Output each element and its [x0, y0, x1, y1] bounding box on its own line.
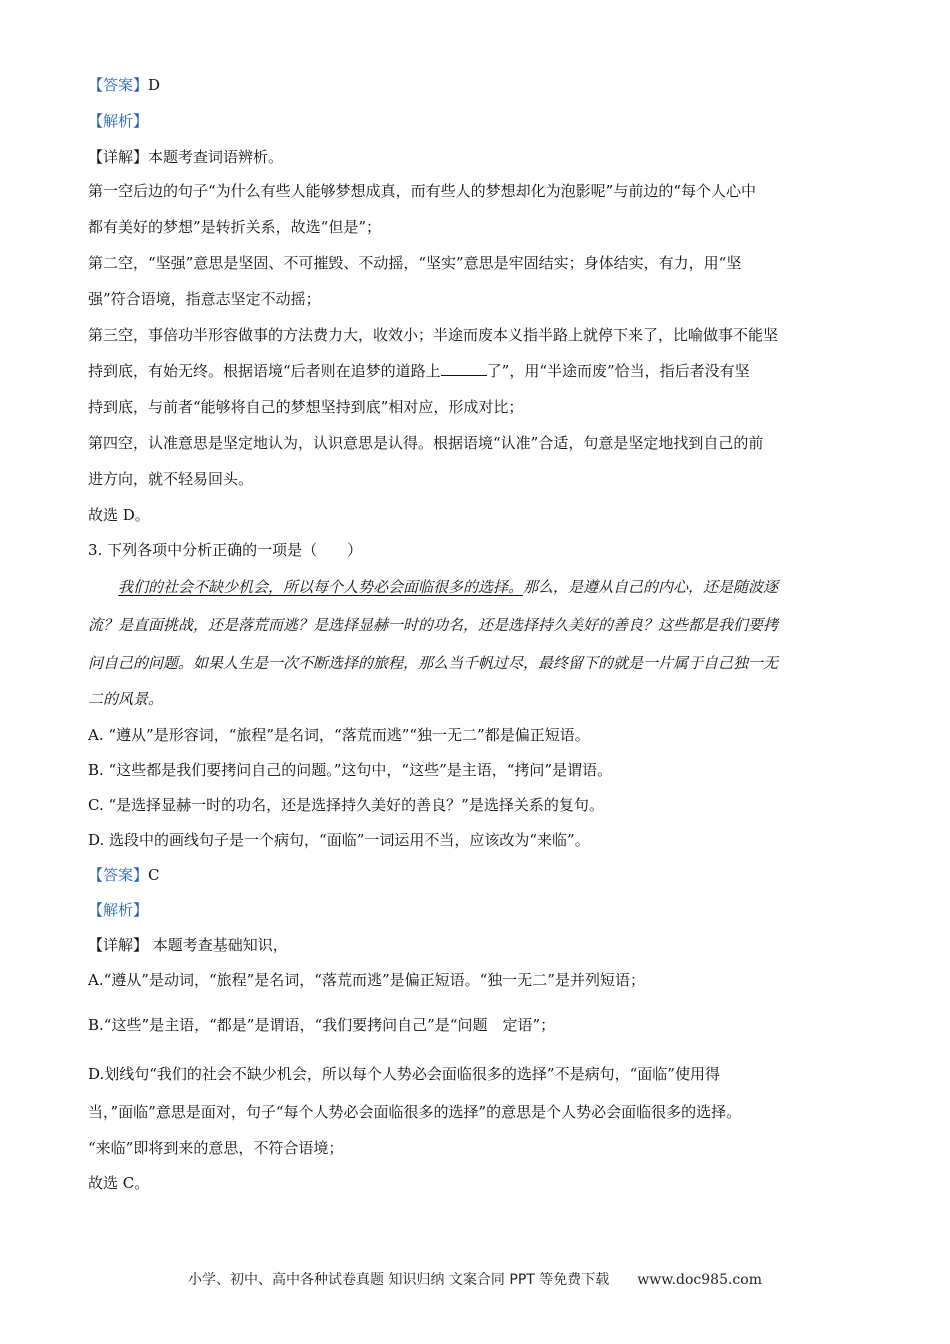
text-segment: ，那么当千帆过尽，最终留下的就是一片属于自己	[403, 654, 734, 672]
detail-tag: 【详解】	[88, 936, 149, 954]
option-c: C. “是选择显赫一时的功名，还是选择持久美好的善良？”是选择关系的复句。	[88, 796, 604, 814]
passage-line	[88, 652, 863, 674]
analysis-tag: 【解析】	[88, 901, 149, 919]
option-a: A. “遵从”是形容词，“旅程”是名词，“落荒而逃”“独一无二”都是偏正短语。	[88, 726, 590, 744]
explain-line: 当，”面临”意思是面对，句子“每个人势必会面临很多的选择”的意思是个人势必会面临很多的选择。	[88, 1103, 742, 1121]
answer-tag: 【答案】	[88, 76, 149, 94]
passage-line	[88, 688, 863, 710]
answer-value: D	[148, 76, 161, 94]
fill-blank	[441, 361, 487, 376]
answer-tag: 【答案】	[88, 866, 149, 884]
dotted-word: 二	[88, 690, 104, 708]
explain-line: A.“遵从”是动词，“旅程”是名词，“落荒而逃”是偏正短语。“独一无二”是并列短语；	[88, 971, 645, 989]
explain-line: D.划线句“我们的社会不缺少机会，所以每个人势必会面临很多的选择”不是病句，“面临”使用得	[88, 1065, 720, 1083]
analysis-tag: 【解析】	[88, 112, 149, 130]
passage-line	[118, 576, 893, 598]
analysis-line	[88, 899, 863, 921]
text-line: 第三空，事倍功半形容做事的方法费力大，收效小；半途而废本义指半路上就停下来了，比喻做事不能坚	[88, 326, 779, 344]
detail-line	[88, 146, 863, 168]
text-segment: 的风景。	[103, 690, 164, 708]
dotted-word: 遵从	[583, 578, 614, 596]
detail-tag: 【详解】	[88, 148, 149, 166]
text-segment: 流？是直面挑战，还是	[88, 616, 239, 634]
page-footer	[0, 1269, 950, 1289]
explain-line: B.“这些”是主语，“都是”是谓语，“我们要拷问自己”是“问题 定语”；	[88, 1016, 556, 1034]
explain-line: “来临”即将到来的意思，不符合语境；	[88, 1139, 344, 1157]
text-line-with-blank	[88, 360, 863, 382]
footer-url[interactable]: www.doc985.com	[637, 1272, 762, 1288]
text-segment: 持到底，有始无终。根据语境“后者则在追梦的道路上	[88, 362, 441, 380]
option-b: B. “这些都是我们要拷问自己的问题。”这句中，“这些”是主语，“拷问”是谓语。	[88, 761, 613, 779]
text-line: 强”符合语境，指意志坚定不动摇；	[88, 290, 321, 308]
answer-line	[88, 864, 863, 886]
detail-line	[88, 934, 863, 956]
dotted-word: 独一无	[733, 654, 779, 672]
text-segment: ？是选择显赫一时的功名，还是选择持久美好的善良？这些都是我们要拷	[298, 616, 779, 634]
dotted-word: 旅程	[373, 654, 404, 672]
text-segment: 问自己的问题。如果人生是一次不断选择的	[88, 654, 374, 672]
text-line: 都有美好的梦想”是转折关系，故选“但是”；	[88, 218, 382, 236]
text-line: 进方向，就不轻易回头。	[88, 470, 254, 488]
footer-text: 小学、初中、高中各种试卷真题 知识归纳 文案合同 PPT 等免费下载	[188, 1272, 610, 1288]
text-segment: 了”，用“半途而废”恰当，指后者没有坚	[486, 362, 750, 380]
dotted-word: 落荒而逃	[238, 616, 299, 634]
passage-line	[88, 614, 863, 636]
text-segment: 自己的内心，还是随波逐	[613, 578, 779, 596]
text-line: 故选 D。	[88, 506, 150, 524]
option-d: D. 选段中的画线句子是一个病句，“面临”一词运用不当，应该改为“来临”。	[88, 831, 590, 849]
text-line: 第一空后边的句子“为什么有些人能够梦想成真，而有些人的梦想却化为泡影呢”与前边的“每个人心中	[88, 182, 757, 200]
detail-intro: 本题考查词语辨析。	[148, 148, 284, 166]
answer-line	[88, 74, 863, 96]
answer-value: C	[148, 866, 160, 884]
text-line: 持到底，与前者“能够将自己的梦想坚持到底”相对应，形成对比；	[88, 398, 524, 416]
text-line: 第四空，认准意思是坚定地认为，认识意思是认得。根据语境“认准”合适，句意是坚定地找到自己的前	[88, 434, 764, 452]
analysis-line	[88, 110, 863, 132]
explain-line: 故选 C。	[88, 1174, 150, 1192]
text-segment: 那么，是	[523, 578, 584, 596]
text-line: 第二空，“坚强”意思是坚固、不可摧毁、不动摇，“坚实”意思是牢固结实；身体结实，有力，用“坚	[88, 254, 742, 272]
underlined-sentence: 我们的社会不缺少机会，所以每个人势必会面临很多的选择。	[118, 578, 524, 596]
detail-intro: 本题考查基础知识，	[148, 936, 288, 954]
question-title: 3. 下列各项中分析正确的一项是（ ）	[88, 541, 363, 559]
